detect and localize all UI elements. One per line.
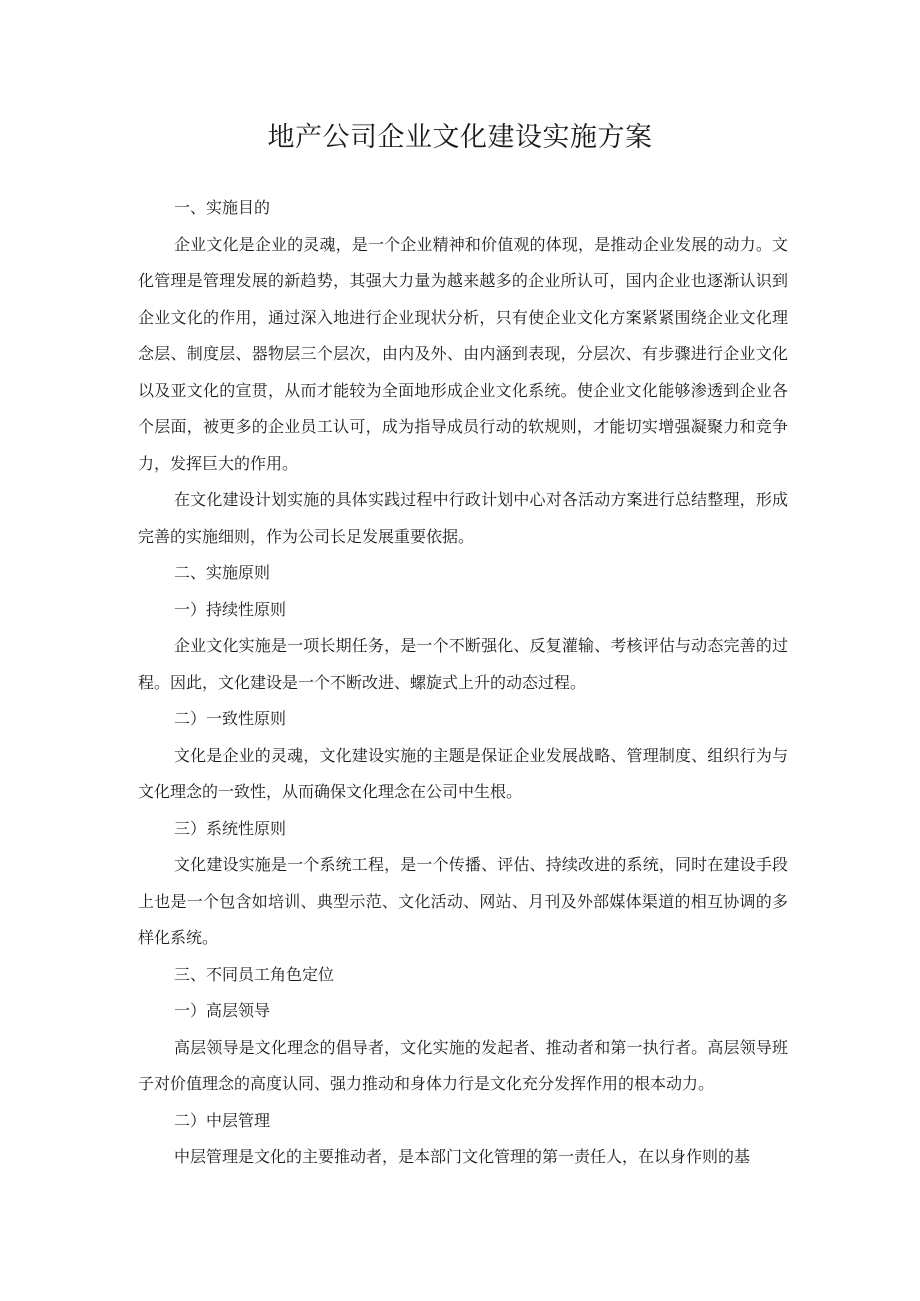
body-paragraph: 高层领导是文化理念的倡导者，文化实施的发起者、推动者和第一执行者。高层领导班子对价值理念的高度认同、强力推动和身体力行是文化充分发挥作用的根本动力。: [138, 1037, 788, 1093]
body-paragraph: 中层管理是文化的主要推动者，是本部门文化管理的第一责任人，在以身作则的基: [174, 1147, 751, 1166]
body-paragraph: 文化建设实施是一个系统工程，是一个传播、评估、持续改进的系统，同时在建设手段上也是一个包含如培训、典型示范、文化活动、网站、月刊及外部媒体渠道的相互协调的多样化系统。: [138, 855, 788, 947]
subheading-senior-leaders: 一）高层领导: [174, 1001, 271, 1020]
subheading-consistency: 二）一致性原则: [174, 709, 287, 728]
section-heading-roles: 三、不同员工角色定位: [174, 964, 335, 984]
body-paragraph: 在文化建设计划实施的具体实践过程中行政计划中心对各活动方案进行总结整理，形成完善的实施细则，作为公司长足发展重要依据。: [138, 490, 788, 546]
subheading-middle-management: 二）中层管理: [174, 1110, 271, 1130]
document-body: [138, 190, 788, 1176]
section-heading-principles: 二、实施原则: [174, 563, 271, 582]
body-paragraph: 企业文化实施是一项长期任务，是一个不断强化、反复灌输、考核评估与动态完善的过程。因此，文化建设是一个不断改进、螺旋式上升的动态过程。: [138, 636, 788, 692]
document-title: 地产公司企业文化建设实施方案: [267, 122, 653, 153]
subheading-systematic: 三）系统性原则: [174, 818, 287, 838]
body-paragraph: 企业文化是企业的灵魂，是一个企业精神和价值观的体现，是推动企业发展的动力。文化管理是管理发展的新趋势，其强大力量为越来越多的企业所认可，国内企业也逐渐认识到企业文化的作用，通过深入地进行企业现状分析，只有使企业文化方案紧紧围绕企业文化理念层、制度层、器物层三个层次，由内及外、由内涵到表现，分层次、有步骤进行企业文化以及亚文化的宣贯，从而才能较为全面地形成企业文化系统。使企业文化能够渗透到企业各个层面，被更多的企业员工认可，成为指导成员行动的软规则，才能切实增强凝聚力和竞争力，发挥巨大的作用。: [138, 234, 788, 473]
body-paragraph: 文化是企业的灵魂，文化建设实施的主题是保证企业发展战略、管理制度、组织行为与文化理念的一致性，从而确保文化理念在公司中生根。: [138, 745, 788, 801]
subheading-continuity: 一）持续性原则: [174, 599, 287, 619]
section-heading-purpose: 一、实施目的: [174, 198, 271, 217]
